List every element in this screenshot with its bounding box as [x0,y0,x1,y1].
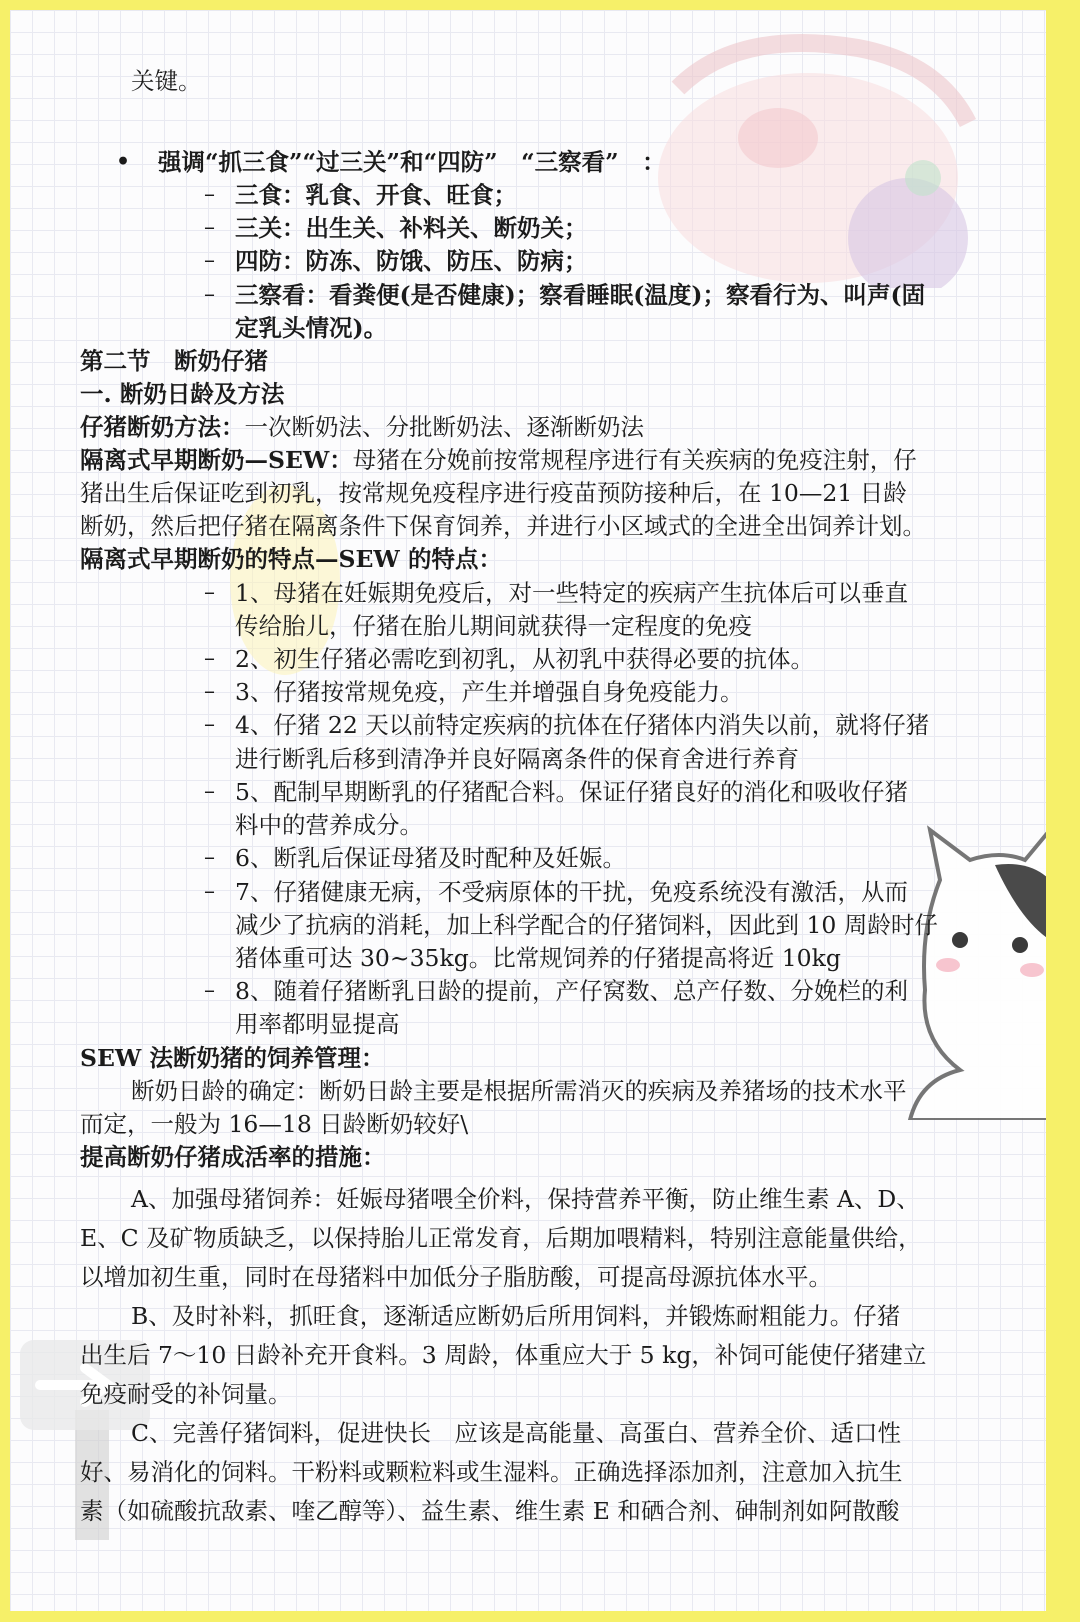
text-line: 猪体重可达 30~35kg。比常规饲养的仔猪提高将近 10kg [235,944,841,972]
subsection-heading: 一. 断奶日龄及方法 [80,380,285,408]
dash-icon: – [204,879,215,904]
text-line: 7、仔猪健康无病，不受病原体的干扰，免疫系统没有激活，从而 [235,878,908,906]
text-line: 5、配制早期断乳的仔猪配合料。保证仔猪良好的消化和吸收仔猪 [235,778,908,806]
text-line: 6、断乳后保证母猪及时配种及妊娠。 [235,844,626,872]
text-line: 1、母猪在妊娠期免疫后，对一些特定的疾病产生抗体后可以垂直 [235,579,908,607]
lead-text: 一次断奶法、分批断奶法、逐渐断奶法 [244,413,644,441]
text-line: 猪出生后保证吃到初乳，按常规免疫程序进行疫苗预防接种后，在 10—21 日龄 [80,479,907,507]
pig-sticker-icon [638,28,1008,288]
dash-icon: – [204,845,215,870]
dash-icon: – [204,646,215,671]
text-line: 定乳头情况)。 [235,314,388,342]
text-line: 减少了抗病的消耗，加上科学配合的仔猪饲料，因此到 10 周龄时仔 [235,911,938,939]
text-line: 三察看：看粪便(是否健康)；察看睡眠(温度)；察看行为、叫声(固 [235,281,926,309]
text-line: SEW 法断奶猪的饲养管理： [80,1044,385,1072]
dash-icon: – [204,712,215,737]
text-line [80,445,917,475]
dash-icon: – [204,282,215,307]
text-line: 三关：出生关、补料关、断奶关； [235,214,588,242]
text-line: 4、仔猪 22 天以前特定疾病的抗体在仔猪体内消失以前，就将仔猪 [235,711,930,739]
text-line: 免疫耐受的补饲量。 [80,1380,292,1408]
text-line: 三食：乳食、开食、旺食； [235,181,517,209]
text-line: C、完善仔猪饲料，促进快长 应该是高能量、高蛋白、营养全价、适口性 [131,1419,901,1447]
text-line: 隔离式早期断奶的特点—SEW 的特点： [80,545,502,573]
text-line: 传给胎儿，仔猪在胎儿期间就获得一定程度的免疫 [235,612,752,640]
text-line: 四防：防冻、防饿、防压、防病； [235,247,588,275]
dash-icon: – [204,679,215,704]
text-line: 而定，一般为 16—18 日龄断奶较好\ [80,1110,469,1138]
dash-icon: – [204,182,215,207]
text-line: 8、随着仔猪断乳日龄的提前，产仔窝数、总产仔数、分娩栏的利 [235,977,908,1005]
text-line [80,412,644,442]
text-line: 提高断奶仔猪成活率的措施： [80,1143,386,1171]
text-line: 素（如硫酸抗敌素、喹乙醇等）、益生素、维生素 E 和硒合剂、砷制剂如阿散酸 [80,1497,900,1525]
text-line: 2、初生仔猪必需吃到初乳，从初乳中获得必要的抗体。 [235,645,814,673]
text-line: B、及时补料，抓旺食，逐渐适应断奶后所用饲料，并锻炼耐粗能力。仔猪 [131,1302,901,1330]
text-line: 出生后 7～10 日龄补充开食料。3 周龄，体重应大于 5 kg，补饲可能使仔猪建立 [80,1341,927,1369]
text-line: 进行断乳后移到清净并良好隔离条件的保育舍进行养育 [235,745,799,773]
cat-sticker-icon [900,820,1046,1120]
text-line: 料中的营养成分。 [235,811,423,839]
dash-icon: – [204,978,215,1003]
dash-icon: – [204,248,215,273]
text-line: 以增加初生重，同时在母猪料中加低分子脂肪酸，可提高母源抗体水平。 [80,1263,832,1291]
text-line: 关键。 [131,67,202,95]
document-page [10,10,1046,1611]
text-line: E、C 及矿物质缺乏，以保持胎儿正常发育，后期加喂精料，特别注意能量供给， [80,1224,922,1252]
dash-icon: – [204,779,215,804]
text-line: 用率都明显提高 [235,1010,400,1038]
text-line: 3、仔猪按常规免疫，产生并增强自身免疫能力。 [235,678,744,706]
lead-text: 母猪在分娩前按常规程序进行有关疾病的免疫注射，仔 [352,446,917,474]
text-line: 好、易消化的饲料。干粉料或颗粒料或生湿料。正确选择添加剂，注意加入抗生 [80,1458,903,1486]
text-line: 断奶日龄的确定：断奶日龄主要是根据所需消灭的疾病及养猪场的技术水平 [131,1077,907,1105]
dash-icon: – [204,580,215,605]
bullet-icon: • [116,149,131,175]
text-line: 断奶，然后把仔猪在隔离条件下保育饲养，并进行小区域式的全进全出饲养计划。 [80,512,926,540]
lead-label: 隔离式早期断奶—SEW： [80,446,353,474]
text-line: 强调“抓三食”“过三关”和“四防” “三察看” ： [158,148,666,176]
section-heading: 第二节 断奶仔猪 [80,347,268,375]
text-line: A、加强母猪饲养：妊娠母猪喂全价料，保持营养平衡，防止维生素 A、D、 [131,1185,920,1213]
dash-icon: – [204,215,215,240]
lead-label: 仔猪断奶方法： [80,413,245,441]
